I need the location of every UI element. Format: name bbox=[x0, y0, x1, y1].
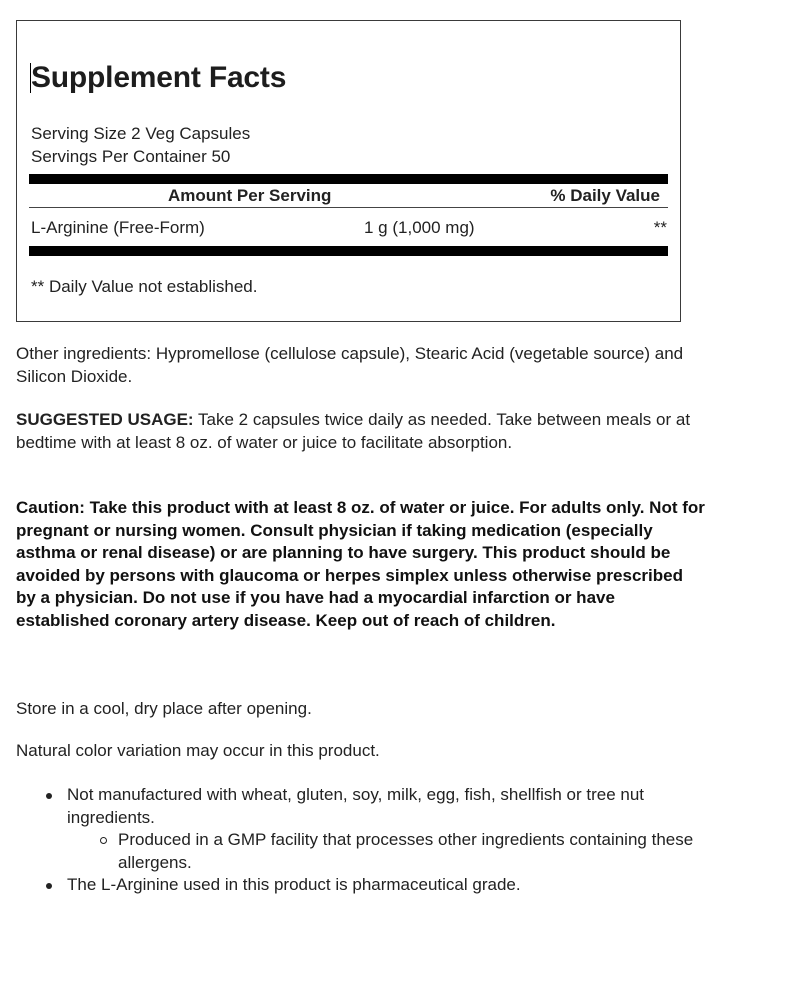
servings-per-container: Servings Per Container 50 bbox=[31, 147, 231, 166]
daily-value-footnote: ** Daily Value not established. bbox=[31, 277, 258, 296]
suggested-usage bbox=[16, 409, 706, 454]
bullet-list bbox=[16, 784, 706, 897]
header-daily-value: % Daily Value bbox=[550, 186, 660, 205]
serving-size: Serving Size 2 Veg Capsules bbox=[31, 124, 251, 143]
list-item bbox=[16, 784, 706, 829]
circle-bullet-icon bbox=[100, 837, 107, 844]
nutrient-daily-value: ** bbox=[653, 218, 667, 237]
list-item bbox=[16, 829, 706, 874]
list-item bbox=[16, 874, 706, 897]
suggested-usage-text: Take 2 capsules twice daily as needed. Take between meals or at bedtime with at least 8 oz. of water or juice to facilitate absorption. bbox=[16, 410, 691, 452]
nutrient-name: L-Arginine (Free-Form) bbox=[31, 218, 205, 237]
thick-divider-bottom bbox=[29, 246, 668, 256]
suggested-usage-label: SUGGESTED USAGE: bbox=[16, 410, 194, 429]
allergen-note: Not manufactured with wheat, gluten, soy, milk, egg, fish, shellfish or tree nut ingredients. bbox=[67, 785, 645, 827]
supplement-facts-panel bbox=[16, 20, 681, 322]
facts-title: Supplement Facts bbox=[31, 61, 287, 94]
header-amount-per-serving: Amount Per Serving bbox=[168, 186, 332, 205]
nutrient-amount: 1 g (1,000 mg) bbox=[364, 218, 475, 237]
bullet-icon bbox=[46, 883, 52, 889]
storage-instructions: Store in a cool, dry place after opening. bbox=[16, 699, 312, 718]
thin-divider bbox=[29, 207, 668, 208]
gmp-note: Produced in a GMP facility that processes other ingredients containing these allergens. bbox=[118, 830, 694, 872]
other-ingredients: Other ingredients: Hypromellose (cellulose capsule), Stearic Acid (vegetable source) and Silicon Dioxide. bbox=[16, 344, 684, 386]
thick-divider-top bbox=[29, 174, 668, 184]
bullet-icon bbox=[46, 793, 52, 799]
color-variation-note: Natural color variation may occur in this product. bbox=[16, 741, 380, 760]
grade-note: The L-Arginine used in this product is pharmaceutical grade. bbox=[67, 875, 521, 894]
caution-warning: Caution: Take this product with at least 8 oz. of water or juice. For adults only. Not for pregnant or nursing women. Consult physician if taking medication (especially asthma or renal disease) or are planning to have surgery. This product should be avoided by persons with glaucoma or herpes simplex unless otherwise prescribed by a physician. Do not use if you have had a myocardial infarction or have established coronary artery disease. Keep out of reach of children. bbox=[16, 498, 705, 630]
